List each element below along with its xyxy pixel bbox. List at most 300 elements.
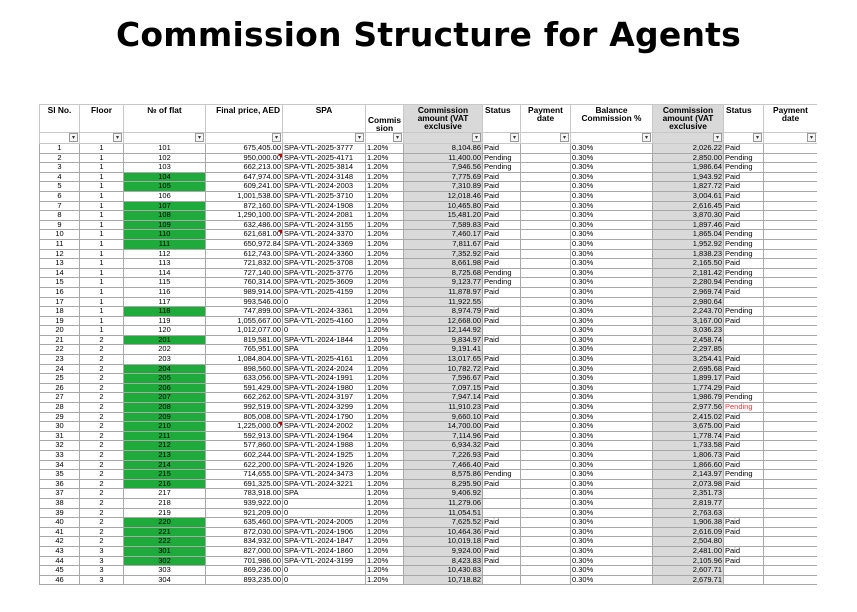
cell-flat-no[interactable]: 109: [124, 220, 206, 230]
cell-status[interactable]: Paid: [483, 518, 521, 528]
cell-commission-amount-2[interactable]: 2,969.74: [653, 287, 724, 297]
cell-payment-date-2[interactable]: [764, 556, 818, 566]
cell-sl-no[interactable]: 14: [40, 268, 80, 278]
cell-payment-date-2[interactable]: [764, 566, 818, 576]
cell-payment-date-2[interactable]: [764, 297, 818, 307]
cell-balance-commission[interactable]: 0.30%: [571, 249, 653, 259]
cell-flat-no[interactable]: 222: [124, 537, 206, 547]
cell-commission-amount[interactable]: 10,019.18: [404, 537, 483, 547]
cell-floor[interactable]: 1: [80, 239, 124, 249]
cell-final-price[interactable]: 893,235.00: [206, 575, 283, 585]
cell-payment-date-2[interactable]: [764, 211, 818, 221]
cell-status[interactable]: Pending: [483, 268, 521, 278]
cell-status-2[interactable]: Paid: [724, 211, 764, 221]
cell-sl-no[interactable]: 43: [40, 546, 80, 556]
cell-commission-amount[interactable]: 7,589.83: [404, 220, 483, 230]
cell-final-price[interactable]: 647,974.00: [206, 172, 283, 182]
cell-status-2[interactable]: Pending: [724, 163, 764, 173]
cell-status[interactable]: [483, 345, 521, 355]
cell-spa[interactable]: SPA-VTL-2024-1860: [283, 546, 366, 556]
cell-flat-no[interactable]: 210: [124, 422, 206, 432]
cell-status[interactable]: [483, 508, 521, 518]
cell-balance-commission[interactable]: 0.30%: [571, 556, 653, 566]
cell-payment-date[interactable]: [521, 278, 571, 288]
cell-status-2[interactable]: Paid: [724, 546, 764, 556]
cell-commission-pct[interactable]: 1.20%: [366, 489, 404, 499]
cell-commission-amount[interactable]: 15,481.20: [404, 211, 483, 221]
cell-commission-pct[interactable]: 1.20%: [366, 191, 404, 201]
cell-status-2[interactable]: [724, 335, 764, 345]
cell-payment-date-2[interactable]: [764, 239, 818, 249]
cell-sl-no[interactable]: 28: [40, 403, 80, 413]
cell-floor[interactable]: 1: [80, 201, 124, 211]
cell-sl-no[interactable]: 46: [40, 575, 80, 585]
cell-flat-no[interactable]: 214: [124, 460, 206, 470]
cell-final-price[interactable]: 872,160.00: [206, 201, 283, 211]
cell-final-price[interactable]: 989,914.00: [206, 287, 283, 297]
cell-commission-amount-2[interactable]: 2,616.45: [653, 201, 724, 211]
cell-balance-commission[interactable]: 0.30%: [571, 163, 653, 173]
cell-status[interactable]: Paid: [483, 249, 521, 259]
cell-commission-amount-2[interactable]: 2,607.71: [653, 566, 724, 576]
cell-commission-pct[interactable]: 1.20%: [366, 259, 404, 269]
cell-status[interactable]: Paid: [483, 412, 521, 422]
cell-final-price[interactable]: 633,056.00: [206, 374, 283, 384]
cell-commission-amount[interactable]: 7,947.14: [404, 393, 483, 403]
cell-status[interactable]: [483, 566, 521, 576]
cell-spa[interactable]: SPA-VTL-2024-2081: [283, 211, 366, 221]
cell-commission-amount[interactable]: 12,668.00: [404, 316, 483, 326]
cell-payment-date[interactable]: [521, 307, 571, 317]
cell-payment-date[interactable]: [521, 345, 571, 355]
cell-status-2[interactable]: [724, 297, 764, 307]
cell-commission-amount[interactable]: 9,834.97: [404, 335, 483, 345]
cell-payment-date-2[interactable]: [764, 470, 818, 480]
cell-final-price[interactable]: 701,986.00: [206, 556, 283, 566]
cell-payment-date-2[interactable]: [764, 412, 818, 422]
cell-balance-commission[interactable]: 0.30%: [571, 498, 653, 508]
cell-floor[interactable]: 1: [80, 259, 124, 269]
cell-status-2[interactable]: Paid: [724, 287, 764, 297]
cell-commission-pct[interactable]: 1.20%: [366, 393, 404, 403]
cell-payment-date-2[interactable]: [764, 527, 818, 537]
cell-status-2[interactable]: Pending: [724, 403, 764, 413]
cell-sl-no[interactable]: 15: [40, 278, 80, 288]
cell-status-2[interactable]: Paid: [724, 412, 764, 422]
cell-payment-date[interactable]: [521, 470, 571, 480]
cell-status-2[interactable]: Paid: [724, 374, 764, 384]
cell-commission-amount[interactable]: 8,974.79: [404, 307, 483, 317]
cell-status[interactable]: [483, 326, 521, 336]
cell-final-price[interactable]: 621,681.00: [206, 230, 283, 240]
cell-flat-no[interactable]: 117: [124, 297, 206, 307]
dropdown-arrow-icon[interactable]: ▾: [355, 133, 364, 142]
cell-floor[interactable]: 1: [80, 278, 124, 288]
cell-balance-commission[interactable]: 0.30%: [571, 201, 653, 211]
cell-sl-no[interactable]: 4: [40, 172, 80, 182]
cell-payment-date-2[interactable]: [764, 355, 818, 365]
cell-floor[interactable]: 2: [80, 412, 124, 422]
cell-status[interactable]: Pending: [483, 278, 521, 288]
cell-commission-pct[interactable]: 1.20%: [366, 211, 404, 221]
cell-payment-date[interactable]: [521, 259, 571, 269]
cell-payment-date-2[interactable]: [764, 163, 818, 173]
cell-spa[interactable]: SPA-VTL-2024-3369: [283, 239, 366, 249]
cell-final-price[interactable]: 993,546.00: [206, 297, 283, 307]
cell-sl-no[interactable]: 37: [40, 489, 80, 499]
cell-payment-date-2[interactable]: [764, 364, 818, 374]
cell-status[interactable]: Pending: [483, 153, 521, 163]
cell-spa[interactable]: SPA-VTL-2025-4160: [283, 316, 366, 326]
cell-sl-no[interactable]: 7: [40, 201, 80, 211]
cell-payment-date-2[interactable]: [764, 278, 818, 288]
cell-payment-date[interactable]: [521, 144, 571, 154]
cell-commission-amount-2[interactable]: 2,415.02: [653, 412, 724, 422]
cell-spa[interactable]: SPA-VTL-2025-4159: [283, 287, 366, 297]
cell-spa[interactable]: SPA-VTL-2025-4171: [283, 153, 366, 163]
cell-payment-date[interactable]: [521, 441, 571, 451]
cell-commission-amount-2[interactable]: 2,181.42: [653, 268, 724, 278]
cell-sl-no[interactable]: 5: [40, 182, 80, 192]
cell-commission-amount[interactable]: 14,700.00: [404, 422, 483, 432]
cell-floor[interactable]: 2: [80, 451, 124, 461]
cell-floor[interactable]: 2: [80, 518, 124, 528]
cell-commission-pct[interactable]: 1.20%: [366, 498, 404, 508]
cell-commission-amount[interactable]: 7,114.96: [404, 431, 483, 441]
cell-spa[interactable]: SPA-VTL-2024-3473: [283, 470, 366, 480]
cell-payment-date-2[interactable]: [764, 153, 818, 163]
cell-commission-pct[interactable]: 1.20%: [366, 172, 404, 182]
dropdown-arrow-icon[interactable]: ▾: [642, 133, 651, 142]
cell-status-2[interactable]: [724, 489, 764, 499]
cell-payment-date[interactable]: [521, 220, 571, 230]
cell-status-2[interactable]: [724, 326, 764, 336]
cell-commission-pct[interactable]: 1.20%: [366, 355, 404, 365]
cell-commission-amount-2[interactable]: 2,481.00: [653, 546, 724, 556]
cell-payment-date[interactable]: [521, 508, 571, 518]
cell-flat-no[interactable]: 304: [124, 575, 206, 585]
cell-payment-date-2[interactable]: [764, 575, 818, 585]
cell-sl-no[interactable]: 44: [40, 556, 80, 566]
cell-final-price[interactable]: 609,241.00: [206, 182, 283, 192]
cell-status-2[interactable]: [724, 566, 764, 576]
cell-spa[interactable]: SPA-VTL-2024-1847: [283, 537, 366, 547]
cell-commission-amount[interactable]: 7,460.17: [404, 230, 483, 240]
cell-flat-no[interactable]: 212: [124, 441, 206, 451]
cell-final-price[interactable]: 1,225,000.00: [206, 422, 283, 432]
cell-balance-commission[interactable]: 0.30%: [571, 393, 653, 403]
cell-status[interactable]: Paid: [483, 460, 521, 470]
cell-flat-no[interactable]: 209: [124, 412, 206, 422]
cell-status-2[interactable]: Paid: [724, 220, 764, 230]
cell-payment-date[interactable]: [521, 287, 571, 297]
cell-floor[interactable]: 2: [80, 498, 124, 508]
cell-payment-date[interactable]: [521, 211, 571, 221]
cell-payment-date-2[interactable]: [764, 479, 818, 489]
cell-payment-date-2[interactable]: [764, 144, 818, 154]
cell-spa[interactable]: SPA-VTL-2025-3708: [283, 259, 366, 269]
dropdown-arrow-icon[interactable]: ▾: [393, 133, 402, 142]
cell-balance-commission[interactable]: 0.30%: [571, 230, 653, 240]
cell-payment-date-2[interactable]: [764, 489, 818, 499]
cell-commission-amount-2[interactable]: 2,977.56: [653, 403, 724, 413]
cell-commission-pct[interactable]: 1.20%: [366, 345, 404, 355]
cell-commission-amount-2[interactable]: 2,504.80: [653, 537, 724, 547]
cell-payment-date[interactable]: [521, 489, 571, 499]
cell-balance-commission[interactable]: 0.30%: [571, 182, 653, 192]
cell-status-2[interactable]: Paid: [724, 364, 764, 374]
cell-spa[interactable]: SPA-VTL-2024-2003: [283, 182, 366, 192]
cell-floor[interactable]: 2: [80, 393, 124, 403]
cell-spa[interactable]: SPA-VTL-2024-3299: [283, 403, 366, 413]
cell-status-2[interactable]: Paid: [724, 556, 764, 566]
cell-spa[interactable]: SPA-VTL-2024-3360: [283, 249, 366, 259]
cell-payment-date-2[interactable]: [764, 172, 818, 182]
cell-balance-commission[interactable]: 0.30%: [571, 546, 653, 556]
cell-commission-amount-2[interactable]: 2,165.50: [653, 259, 724, 269]
cell-balance-commission[interactable]: 0.30%: [571, 537, 653, 547]
cell-payment-date-2[interactable]: [764, 537, 818, 547]
cell-commission-amount[interactable]: 11,922.55: [404, 297, 483, 307]
cell-flat-no[interactable]: 203: [124, 355, 206, 365]
cell-flat-no[interactable]: 205: [124, 374, 206, 384]
cell-sl-no[interactable]: 34: [40, 460, 80, 470]
cell-balance-commission[interactable]: 0.30%: [571, 470, 653, 480]
cell-sl-no[interactable]: 24: [40, 364, 80, 374]
cell-commission-pct[interactable]: 1.20%: [366, 479, 404, 489]
cell-payment-date[interactable]: [521, 498, 571, 508]
cell-floor[interactable]: 2: [80, 527, 124, 537]
cell-balance-commission[interactable]: 0.30%: [571, 575, 653, 585]
cell-final-price[interactable]: 577,860.00: [206, 441, 283, 451]
cell-payment-date[interactable]: [521, 249, 571, 259]
cell-status-2[interactable]: Paid: [724, 259, 764, 269]
cell-commission-amount-2[interactable]: 3,004.61: [653, 191, 724, 201]
cell-balance-commission[interactable]: 0.30%: [571, 211, 653, 221]
cell-status-2[interactable]: Pending: [724, 230, 764, 240]
cell-commission-pct[interactable]: 1.20%: [366, 403, 404, 413]
cell-commission-amount[interactable]: 8,423.83: [404, 556, 483, 566]
cell-flat-no[interactable]: 114: [124, 268, 206, 278]
cell-floor[interactable]: 2: [80, 355, 124, 365]
cell-final-price[interactable]: 747,899.00: [206, 307, 283, 317]
cell-commission-amount[interactable]: 8,725.68: [404, 268, 483, 278]
cell-payment-date[interactable]: [521, 268, 571, 278]
cell-status-2[interactable]: Paid: [724, 441, 764, 451]
dropdown-arrow-icon[interactable]: ▾: [272, 133, 281, 142]
cell-commission-amount[interactable]: 7,775.69: [404, 172, 483, 182]
cell-spa[interactable]: SPA-VTL-2024-2005: [283, 518, 366, 528]
cell-balance-commission[interactable]: 0.30%: [571, 566, 653, 576]
cell-balance-commission[interactable]: 0.30%: [571, 307, 653, 317]
cell-commission-amount[interactable]: 10,465.80: [404, 201, 483, 211]
cell-status-2[interactable]: Pending: [724, 239, 764, 249]
cell-commission-amount-2[interactable]: 2,980.64: [653, 297, 724, 307]
cell-status[interactable]: [483, 575, 521, 585]
cell-sl-no[interactable]: 38: [40, 498, 80, 508]
cell-commission-pct[interactable]: 1.20%: [366, 307, 404, 317]
cell-payment-date-2[interactable]: [764, 182, 818, 192]
cell-commission-amount-2[interactable]: 1,952.92: [653, 239, 724, 249]
cell-balance-commission[interactable]: 0.30%: [571, 335, 653, 345]
cell-spa[interactable]: SPA-VTL-2024-2002: [283, 422, 366, 432]
cell-payment-date-2[interactable]: [764, 249, 818, 259]
dropdown-arrow-icon[interactable]: ▾: [753, 133, 762, 142]
cell-spa[interactable]: SPA-VTL-2024-1980: [283, 383, 366, 393]
cell-sl-no[interactable]: 32: [40, 441, 80, 451]
cell-flat-no[interactable]: 217: [124, 489, 206, 499]
cell-spa[interactable]: SPA-VTL-2024-1906: [283, 527, 366, 537]
cell-payment-date-2[interactable]: [764, 546, 818, 556]
cell-commission-pct[interactable]: 1.20%: [366, 451, 404, 461]
cell-flat-no[interactable]: 118: [124, 307, 206, 317]
cell-flat-no[interactable]: 105: [124, 182, 206, 192]
cell-final-price[interactable]: 1,001,538.00: [206, 191, 283, 201]
cell-payment-date[interactable]: [521, 422, 571, 432]
cell-floor[interactable]: 2: [80, 335, 124, 345]
cell-commission-amount[interactable]: 7,625.52: [404, 518, 483, 528]
cell-spa[interactable]: 0: [283, 566, 366, 576]
cell-final-price[interactable]: 622,200.00: [206, 460, 283, 470]
cell-floor[interactable]: 2: [80, 508, 124, 518]
cell-status[interactable]: Paid: [483, 527, 521, 537]
cell-floor[interactable]: 1: [80, 220, 124, 230]
cell-status[interactable]: Paid: [483, 556, 521, 566]
cell-commission-pct[interactable]: 1.20%: [366, 153, 404, 163]
cell-status-2[interactable]: Paid: [724, 518, 764, 528]
cell-flat-no[interactable]: 108: [124, 211, 206, 221]
cell-final-price[interactable]: 783,918.00: [206, 489, 283, 499]
cell-floor[interactable]: 2: [80, 383, 124, 393]
cell-sl-no[interactable]: 8: [40, 211, 80, 221]
cell-payment-date-2[interactable]: [764, 422, 818, 432]
cell-flat-no[interactable]: 112: [124, 249, 206, 259]
cell-balance-commission[interactable]: 0.30%: [571, 345, 653, 355]
cell-spa[interactable]: 0: [283, 508, 366, 518]
cell-sl-no[interactable]: 22: [40, 345, 80, 355]
dropdown-arrow-icon[interactable]: ▾: [807, 133, 816, 142]
cell-final-price[interactable]: 635,460.00: [206, 518, 283, 528]
cell-floor[interactable]: 1: [80, 172, 124, 182]
cell-final-price[interactable]: 765,951.00: [206, 345, 283, 355]
cell-payment-date-2[interactable]: [764, 316, 818, 326]
cell-flat-no[interactable]: 111: [124, 239, 206, 249]
cell-final-price[interactable]: 727,140.00: [206, 268, 283, 278]
cell-status-2[interactable]: Pending: [724, 153, 764, 163]
cell-spa[interactable]: SPA-VTL-2025-3710: [283, 191, 366, 201]
cell-spa[interactable]: 0: [283, 297, 366, 307]
cell-payment-date-2[interactable]: [764, 345, 818, 355]
cell-flat-no[interactable]: 116: [124, 287, 206, 297]
cell-floor[interactable]: 1: [80, 230, 124, 240]
cell-commission-pct[interactable]: 1.20%: [366, 383, 404, 393]
cell-floor[interactable]: 1: [80, 144, 124, 154]
cell-payment-date-2[interactable]: [764, 191, 818, 201]
cell-final-price[interactable]: 591,429.00: [206, 383, 283, 393]
dropdown-arrow-icon[interactable]: ▾: [713, 133, 722, 142]
cell-status[interactable]: Paid: [483, 451, 521, 461]
cell-commission-amount-2[interactable]: 3,167.00: [653, 316, 724, 326]
cell-commission-amount-2[interactable]: 2,819.77: [653, 498, 724, 508]
cell-commission-amount-2[interactable]: 3,254.41: [653, 355, 724, 365]
cell-status-2[interactable]: Pending: [724, 249, 764, 259]
cell-final-price[interactable]: 612,743.00: [206, 249, 283, 259]
cell-commission-pct[interactable]: 1.20%: [366, 537, 404, 547]
cell-payment-date[interactable]: [521, 201, 571, 211]
dropdown-arrow-icon[interactable]: ▾: [510, 133, 519, 142]
cell-payment-date[interactable]: [521, 163, 571, 173]
cell-sl-no[interactable]: 1: [40, 144, 80, 154]
cell-flat-no[interactable]: 213: [124, 451, 206, 461]
cell-commission-pct[interactable]: 1.20%: [366, 460, 404, 470]
cell-commission-pct[interactable]: 1.20%: [366, 412, 404, 422]
cell-status[interactable]: Paid: [483, 335, 521, 345]
cell-spa[interactable]: SPA-VTL-2025-4161: [283, 355, 366, 365]
cell-status-2[interactable]: Paid: [724, 460, 764, 470]
cell-status-2[interactable]: Paid: [724, 383, 764, 393]
cell-commission-amount[interactable]: 7,352.92: [404, 249, 483, 259]
cell-spa[interactable]: SPA: [283, 345, 366, 355]
cell-commission-pct[interactable]: 1.20%: [366, 297, 404, 307]
cell-sl-no[interactable]: 25: [40, 374, 80, 384]
cell-commission-amount[interactable]: 10,782.72: [404, 364, 483, 374]
cell-spa[interactable]: SPA-VTL-2024-3221: [283, 479, 366, 489]
cell-final-price[interactable]: 714,655.00: [206, 470, 283, 480]
cell-status[interactable]: Paid: [483, 364, 521, 374]
cell-status[interactable]: Paid: [483, 182, 521, 192]
cell-commission-amount-2[interactable]: 2,616.09: [653, 527, 724, 537]
cell-final-price[interactable]: 632,486.00: [206, 220, 283, 230]
cell-flat-no[interactable]: 201: [124, 335, 206, 345]
cell-floor[interactable]: 3: [80, 556, 124, 566]
cell-payment-date-2[interactable]: [764, 460, 818, 470]
cell-spa[interactable]: SPA-VTL-2025-3814: [283, 163, 366, 173]
cell-commission-amount-2[interactable]: 1,733.58: [653, 441, 724, 451]
cell-payment-date[interactable]: [521, 479, 571, 489]
cell-commission-amount[interactable]: 10,718.82: [404, 575, 483, 585]
cell-payment-date-2[interactable]: [764, 268, 818, 278]
cell-spa[interactable]: SPA-VTL-2024-1925: [283, 451, 366, 461]
cell-payment-date[interactable]: [521, 556, 571, 566]
cell-commission-amount[interactable]: 8,295.90: [404, 479, 483, 489]
cell-floor[interactable]: 2: [80, 489, 124, 499]
cell-status[interactable]: Paid: [483, 422, 521, 432]
cell-flat-no[interactable]: 101: [124, 144, 206, 154]
cell-status-2[interactable]: [724, 508, 764, 518]
cell-commission-pct[interactable]: 1.20%: [366, 220, 404, 230]
cell-payment-date[interactable]: [521, 191, 571, 201]
cell-status[interactable]: Paid: [483, 239, 521, 249]
cell-balance-commission[interactable]: 0.30%: [571, 259, 653, 269]
cell-sl-no[interactable]: 10: [40, 230, 80, 240]
cell-payment-date[interactable]: [521, 460, 571, 470]
cell-flat-no[interactable]: 303: [124, 566, 206, 576]
cell-final-price[interactable]: 602,244.00: [206, 451, 283, 461]
cell-commission-amount-2[interactable]: 2,763.63: [653, 508, 724, 518]
cell-commission-pct[interactable]: 1.20%: [366, 239, 404, 249]
cell-balance-commission[interactable]: 0.30%: [571, 451, 653, 461]
cell-sl-no[interactable]: 13: [40, 259, 80, 269]
cell-commission-amount[interactable]: 9,191.41: [404, 345, 483, 355]
cell-status[interactable]: Paid: [483, 307, 521, 317]
cell-payment-date-2[interactable]: [764, 451, 818, 461]
cell-commission-amount[interactable]: 8,104.86: [404, 144, 483, 154]
cell-commission-amount-2[interactable]: 2,458.74: [653, 335, 724, 345]
cell-final-price[interactable]: 1,055,667.00: [206, 316, 283, 326]
cell-flat-no[interactable]: 104: [124, 172, 206, 182]
cell-flat-no[interactable]: 215: [124, 470, 206, 480]
cell-commission-amount-2[interactable]: 2,243.70: [653, 307, 724, 317]
